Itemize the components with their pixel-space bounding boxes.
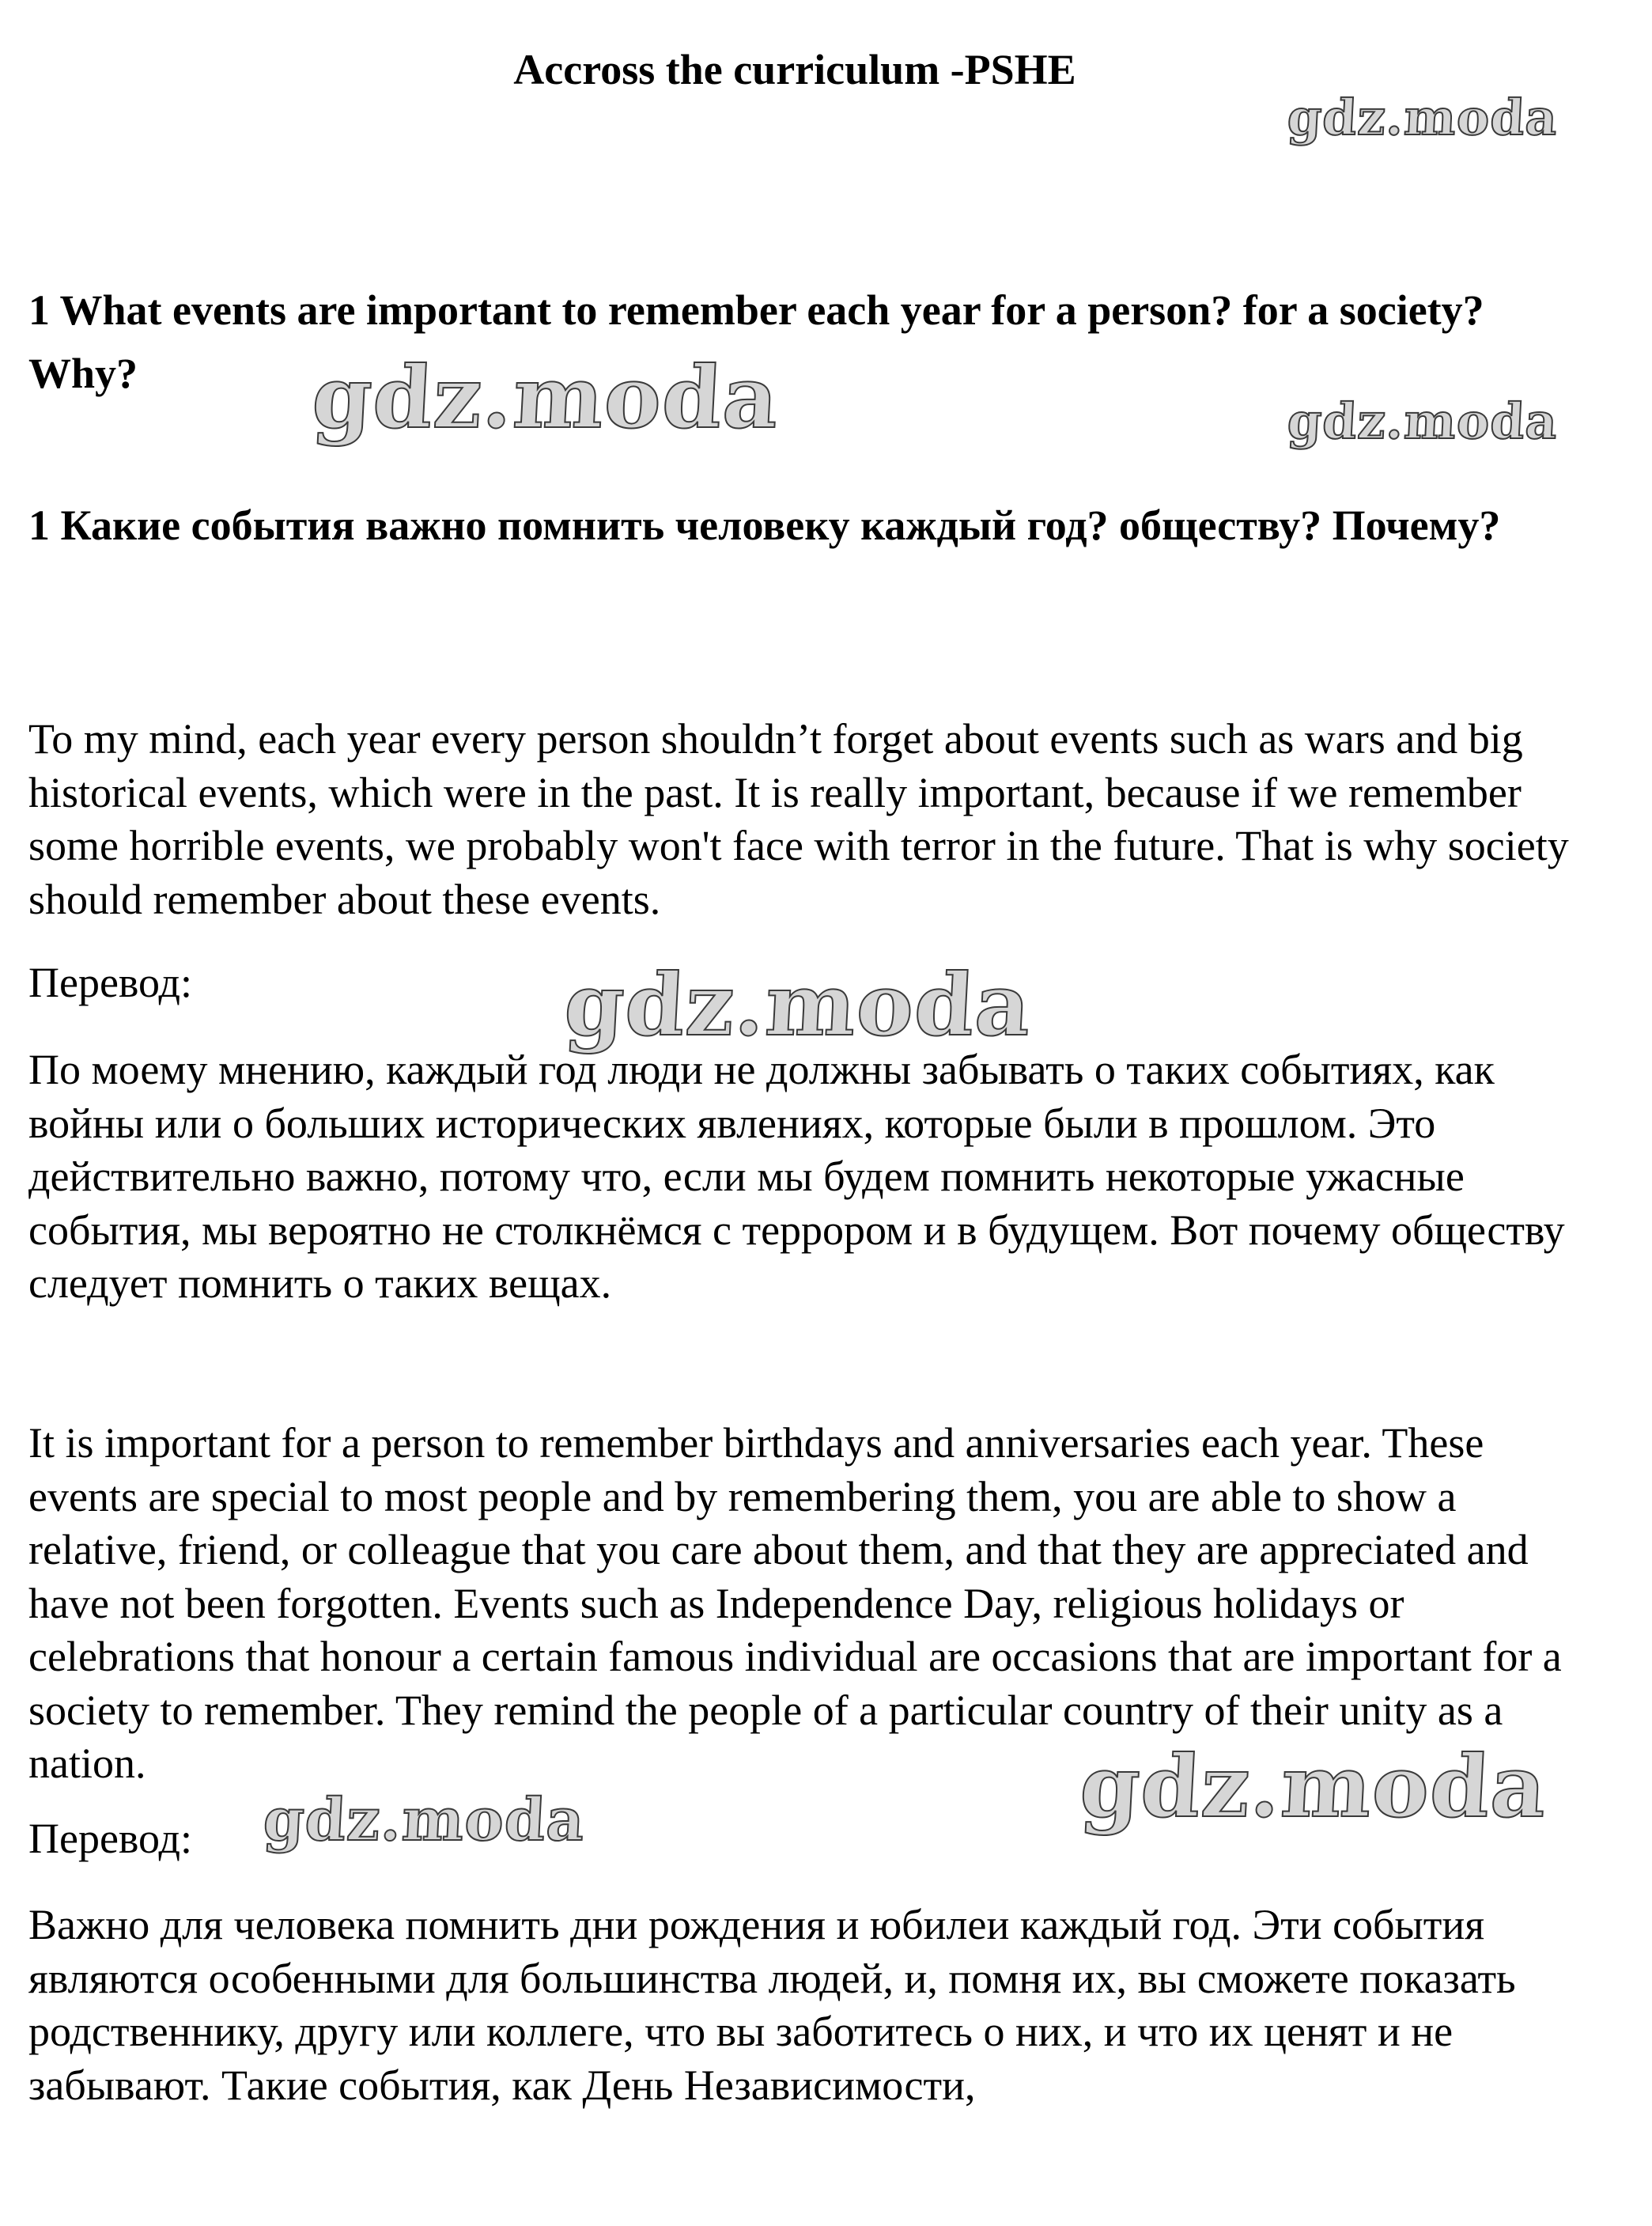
answer-2-paragraph: It is important for a person to remember birthdays and anniversaries each year. These events are special to most people and by remembering them, you are able to show a relative, friend, or colleague that you care about them, and that they are appreciated and have not been forgotten. Events such as Independence Day, religious holidays or celebrations that honour a certain famous individual are occasions that are important for a society to remember. They remind the people of a particular country of their unity as a nation. bbox=[28, 1419, 1562, 1787]
answer-2-translation: Важно для человека помнить дни рождения и юбилеи каждый год. Эти события являются особенными для большинства людей, и, помня их, вы сможете показать родственнику, другу или коллеге, что вы заботитесь о них, и что их ценят и не забывают. Такие события, как День Независимости, bbox=[28, 1901, 1516, 2109]
translation-label: Перевод: bbox=[28, 1815, 192, 1862]
question-russian: 1 Какие события важно помнить человеку каждый год? обществу? Почему? bbox=[28, 502, 1501, 549]
watermark-logo: gdz.moda bbox=[561, 956, 1034, 1055]
question-english: 1 What events are important to remember each year for a person? for a society? Why? bbox=[28, 286, 1484, 397]
answer-1-translation: По моему мнению, каждый год люди не должны забывать о таких событиях, как войны или о больших исторических явлениях, которые были в прошлом. Это действительно важно, потому что, если мы будем помнить некоторые ужасные события, мы вероятно не столкнёмся с террором и в будущем. Вот почему обществу следует помнить о таких вещах. bbox=[28, 1046, 1565, 1307]
watermark-logo: gdz.moda bbox=[1077, 1737, 1550, 1837]
answer-1-paragraph: To my mind, each year every person shouldn’t forget about events such as wars and big historical events, which were in the past. It is really important, because if we remember some horrible events, we probably won't face with terror in the future. That is why society should remember about these events. bbox=[28, 715, 1569, 923]
translation-label: Перевод: bbox=[28, 959, 192, 1006]
page-title: Accross the curriculum -PSHE bbox=[513, 46, 1076, 93]
watermark-logo: gdz.moda bbox=[309, 348, 782, 448]
watermark-logo: gdz.moda bbox=[1286, 392, 1559, 450]
watermark-logo: gdz.moda bbox=[261, 1786, 587, 1854]
watermark-logo: gdz.moda bbox=[1286, 89, 1559, 146]
